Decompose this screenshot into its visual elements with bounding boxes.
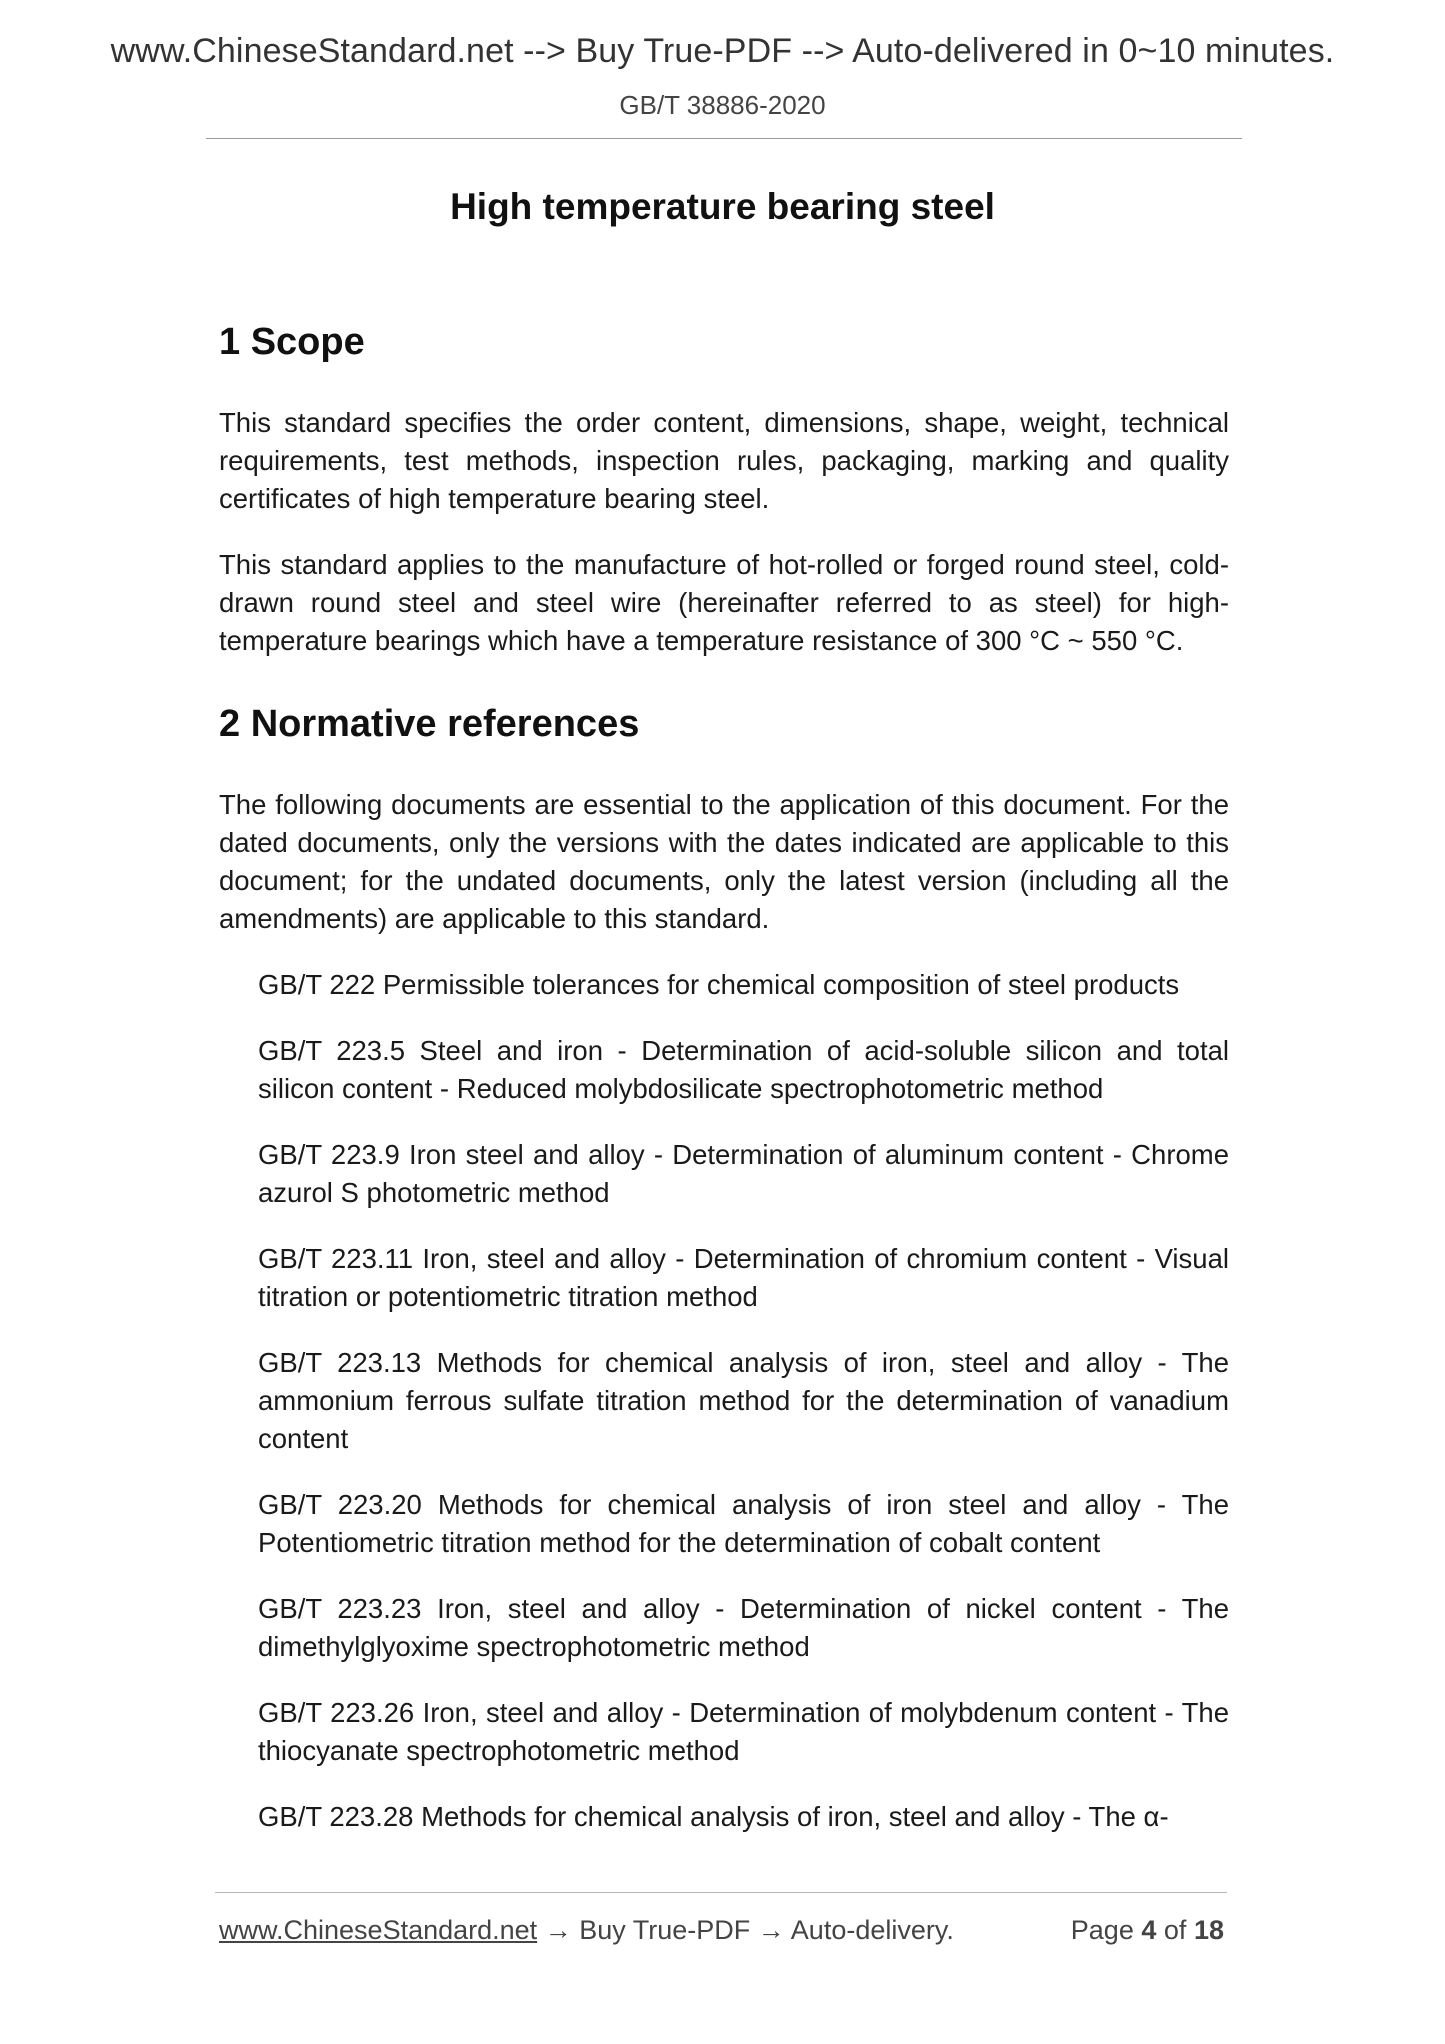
reference-item: GB/T 223.9 Iron steel and alloy - Determination of aluminum content - Chrome azurol S photometric method	[258, 1139, 1229, 1208]
footer-left	[219, 1915, 954, 1946]
of-label: of	[1163, 1915, 1187, 1945]
footer-divider	[215, 1892, 1227, 1893]
page-current: 4	[1141, 1915, 1157, 1945]
footer-buy-text: Buy True-PDF	[579, 1915, 751, 1945]
reference-item: GB/T 223.26 Iron, steel and alloy - Determination of molybdenum content - The thiocyanate spectrophotometric method	[258, 1697, 1229, 1766]
reference-item: GB/T 223.5 Steel and iron - Determination of acid-soluble silicon and total silicon content - Reduced molybdosilicate spectrophotometric method	[258, 1035, 1229, 1104]
page-total: 18	[1193, 1915, 1224, 1945]
header-divider	[206, 138, 1242, 139]
footer-site-link[interactable]: www.ChineseStandard.net	[219, 1915, 538, 1945]
scope-paragraph: This standard specifies the order content, dimensions, shape, weight, technical requirements, test methods, inspection rules, packaging, marking and quality certificates of high temperature bearing steel.	[219, 407, 1229, 514]
arrow-right-icon: →	[757, 1915, 785, 1945]
footer-delivery-text: Auto-delivery.	[790, 1915, 954, 1945]
document-title: High temperature bearing steel	[450, 186, 995, 227]
section-heading-scope: 1 Scope	[219, 321, 365, 363]
page-footer	[219, 1915, 1224, 1949]
page-indicator	[1071, 1915, 1224, 1946]
document-body	[219, 318, 1229, 1864]
reference-item: GB/T 223.28 Methods for chemical analysis of iron, steel and alloy - The α-	[258, 1801, 1169, 1832]
section-heading-normative-references: 2 Normative references	[219, 703, 640, 745]
reference-list	[219, 966, 1229, 1836]
top-banner: www.ChineseStandard.net --> Buy True-PDF --> Auto-delivered in 0~10 minutes.	[110, 32, 1335, 70]
normative-intro: The following documents are essential to the application of this document. For the dated documents, only the versions with the dates indicated are applicable to this document; for the undated documents, only the latest version (including all the amendments) are applicable to this standard.	[219, 789, 1229, 934]
document-code: GB/T 38886-2020	[619, 90, 826, 120]
scope-paragraph: This standard applies to the manufacture of hot-rolled or forged round steel, cold-drawn round steel and steel wire (hereinafter referred to as steel) for high-temperature bearings which have a temperature resistance of 300 °C ~ 550 °C.	[219, 549, 1229, 656]
reference-item: GB/T 223.11 Iron, steel and alloy - Determination of chromium content - Visual titration or potentiometric titration method	[258, 1243, 1229, 1312]
reference-item: GB/T 223.13 Methods for chemical analysis of iron, steel and alloy - The ammonium ferrous sulfate titration method for the determination of vanadium content	[258, 1347, 1229, 1454]
reference-item: GB/T 222 Permissible tolerances for chemical composition of steel products	[258, 969, 1180, 1000]
reference-item: GB/T 223.23 Iron, steel and alloy - Determination of nickel content - The dimethylglyoxime spectrophotometric method	[258, 1593, 1229, 1662]
arrow-right-icon: →	[544, 1915, 572, 1945]
page-label: Page	[1070, 1915, 1134, 1945]
reference-item: GB/T 223.20 Methods for chemical analysis of iron steel and alloy - The Potentiometric titration method for the determination of cobalt content	[258, 1489, 1229, 1558]
